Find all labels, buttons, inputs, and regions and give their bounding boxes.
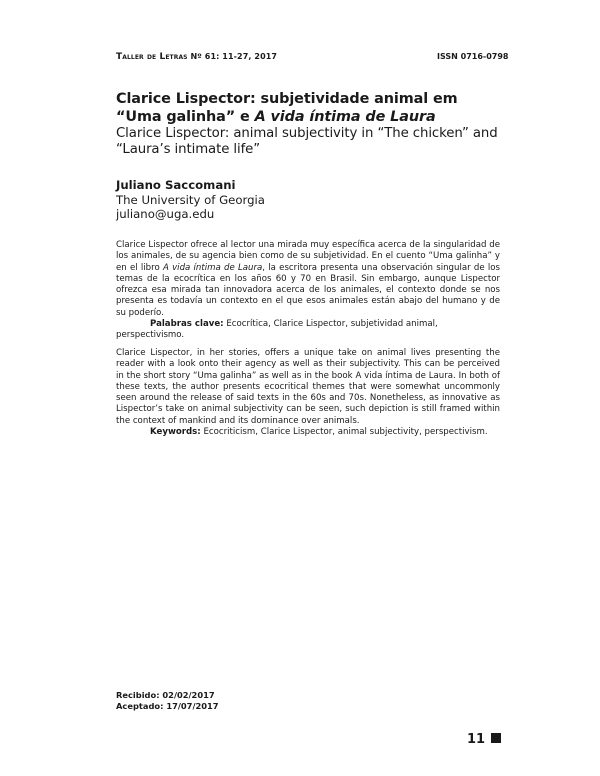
abstract-es-text-2: , la escritora presenta una observación singular de los temas de la ecocrítica en los años 60 y 70 en Brasil. Sin embargo, aunque Lispector ofrezca esa mirada tan innovadora acerca de los animales, el contexto donde se nos presenta es todavía un contexto en el que esos animales están abajo del humano y de su poderío. bbox=[116, 262, 500, 318]
title-portuguese bbox=[116, 91, 506, 126]
abstract-en-text: Clarice Lispector, in her stories, offers a unique take on animal lives presenting the reader with a look onto their agency as well as their subjectivity. This can be perceived in the short story “Uma galinha” as well as in the book A vida íntima de Laura. In both of these texts, the author presents ecocritical themes that were somewhat uncommonly seen around the release of said texts in the 60s and 70s. Nonetheless, as innovative as Lispector’s take on animal subjectivity can be seen, such depiction is still framed within the context of mankind and its dominance over animals. bbox=[116, 348, 500, 426]
keywords-english bbox=[116, 427, 500, 438]
submission-dates bbox=[116, 690, 219, 712]
square-icon bbox=[491, 733, 501, 743]
title-pt-text: Clarice Lispector: subjetividade animal em “Uma galinha” e bbox=[116, 91, 458, 125]
keywords-en-list: Ecocriticism, Clarice Lispector, animal subjectivity, perspectivism. bbox=[200, 427, 488, 438]
keywords-es-list: Ecocrítica, Clarice Lispector, subjetividad animal, perspectivismo. bbox=[116, 319, 438, 341]
keywords-es-label: Palabras clave: bbox=[150, 319, 224, 330]
abstract-spanish bbox=[116, 240, 500, 342]
issue-info: Nº 61: 11-27, 2017 bbox=[190, 52, 278, 61]
abstract-es-italic: A vida íntima de Laura bbox=[162, 262, 263, 273]
page-number bbox=[467, 732, 501, 747]
accepted-date: Aceptado: 17/07/2017 bbox=[116, 701, 219, 711]
running-header bbox=[116, 52, 277, 62]
page-number-text: 11 bbox=[467, 732, 486, 747]
author-email[interactable]: juliano@uga.edu bbox=[116, 207, 215, 221]
title-english: Clarice Lispector: animal subjectivity in “The chicken” and “Laura’s intimate life” bbox=[116, 126, 498, 157]
keywords-en-label: Keywords: bbox=[150, 427, 201, 438]
author-name: Juliano Saccomani bbox=[116, 178, 236, 192]
issn: ISSN 0716-0798 bbox=[437, 52, 509, 61]
author-affiliation: The University of Georgia bbox=[116, 193, 265, 207]
keywords-spanish bbox=[116, 319, 500, 342]
abstract-english bbox=[116, 348, 500, 438]
received-date: Recibido: 02/02/2017 bbox=[116, 690, 215, 700]
title-pt-italic: A vida íntima de Laura bbox=[254, 108, 436, 125]
journal-name: Taller de Letras bbox=[116, 52, 188, 62]
abstract-es-text-1: Clarice Lispector ofrece al lector una mirada muy específica acerca de la singularidad de los animales, de su agencia bien como de su subjetividad. En el cuento “Uma galinha” y en el libro bbox=[116, 240, 500, 273]
